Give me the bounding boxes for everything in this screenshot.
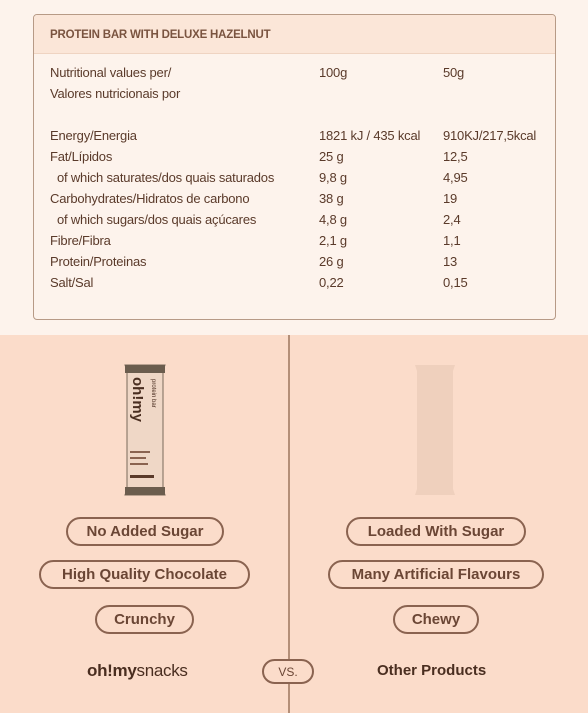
row-value-50g: 13 <box>443 254 458 269</box>
wrapper-sub-text: protein bar <box>150 379 156 408</box>
row-value-100g: 0,22 <box>319 275 344 290</box>
row-value-50g: 19 <box>443 191 458 206</box>
header-label-line2: Valores nutricionais por <box>50 86 181 101</box>
row-value-50g: 12,5 <box>443 149 468 164</box>
row-label: Salt/Sal <box>50 275 94 290</box>
nutrition-title: PROTEIN BAR WITH DELUXE HAZELNUT <box>34 15 555 54</box>
row-value-100g: 38 g <box>319 191 344 206</box>
feature-pill-artificial-flavours: Many Artificial Flavours <box>328 560 544 589</box>
row-value-100g: 25 g <box>319 149 344 164</box>
row-label: Carbohydrates/Hidratos de carbono <box>50 191 250 206</box>
comparison-section <box>0 335 588 713</box>
comparison-divider <box>288 335 290 713</box>
row-value-100g: 1821 kJ / 435 kcal <box>319 128 421 143</box>
row-label: Protein/Proteinas <box>50 254 147 269</box>
vs-badge: VS. <box>262 659 314 684</box>
other-products-label: Other Products <box>377 662 487 679</box>
row-value-50g: 4,95 <box>443 170 468 185</box>
row-value-50g: 1,1 <box>443 233 461 248</box>
brand-logo-bold: oh!my <box>87 661 137 680</box>
nutrition-panel <box>33 14 556 320</box>
row-value-100g: 4,8 g <box>319 212 347 227</box>
row-label: Fibre/Fibra <box>50 233 111 248</box>
row-label: of which saturates/dos quais saturados <box>57 170 275 185</box>
generic-bar-image <box>413 363 457 497</box>
brand-logo <box>87 661 188 681</box>
feature-pill-high-quality-chocolate: High Quality Chocolate <box>39 560 250 589</box>
header-col-100g: 100g <box>319 65 348 80</box>
row-value-50g: 2,4 <box>443 212 461 227</box>
header-label-line1: Nutritional values per/ <box>50 65 172 80</box>
feature-pill-crunchy: Crunchy <box>95 605 194 634</box>
row-value-50g: 910KJ/217,5kcal <box>443 128 537 143</box>
header-col-50g: 50g <box>443 65 465 80</box>
wrapper-brand-text: oh!my <box>129 377 146 422</box>
row-value-50g: 0,15 <box>443 275 468 290</box>
feature-pill-no-added-sugar: No Added Sugar <box>66 517 224 546</box>
feature-pill-chewy: Chewy <box>393 605 479 634</box>
row-label: Energy/Energia <box>50 128 137 143</box>
row-value-100g: 26 g <box>319 254 344 269</box>
row-value-100g: 2,1 g <box>319 233 347 248</box>
row-label: Fat/Lípidos <box>50 149 113 164</box>
row-value-100g: 9,8 g <box>319 170 347 185</box>
brand-logo-light: snacks <box>136 661 188 680</box>
feature-pill-loaded-with-sugar: Loaded With Sugar <box>346 517 526 546</box>
row-label: of which sugars/dos quais açúcares <box>57 212 257 227</box>
